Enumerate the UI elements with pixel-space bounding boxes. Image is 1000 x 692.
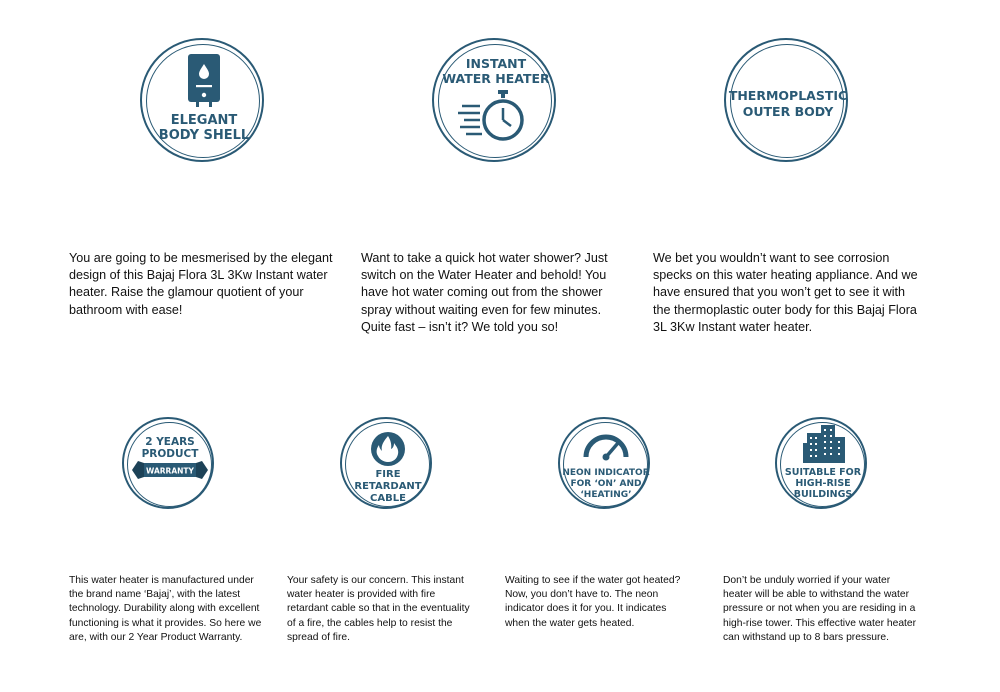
badge-line: FIRE (375, 469, 401, 480)
badge-neon-svg (560, 419, 652, 511)
badge-line: OUTER BODY (742, 104, 834, 119)
feature-description-fire-retardant: Your safety is our concern. This instant water heater is provided with fire retardant cable so that in the eventuality of a fire, the cables help to resist the spread of fire. (287, 575, 470, 643)
badge-fire-svg (342, 419, 434, 511)
badge-thermoplastic-outer-body (724, 38, 848, 162)
badge-instant-water-heater (432, 38, 556, 162)
badge-fire-retardant-cable (340, 417, 432, 509)
badge-line: BUILDINGS (793, 489, 853, 500)
badge-line: CABLE (370, 493, 406, 504)
building-icon (803, 425, 845, 463)
water-heater-icon (188, 54, 220, 107)
badge-2-years-warranty (122, 417, 214, 509)
warranty-ribbon-icon (132, 461, 208, 479)
feature-description-neon-indicator: Waiting to see if the water got heated? Now, you don’t have to. The neon indicator does it for you. It indicates when the water gets heated. (505, 575, 681, 629)
feature-description-thermoplastic: We bet you wouldn’t want to see corrosion specks on this water heating appliance. And we have ensured that you won’t get to see it with the thermoplastic outer body for this Bajaj Flora 3L 3Kw Instant water heater. (653, 251, 918, 334)
feature-description-warranty: This water heater is manufactured under the brand name ‘Bajaj’, with the latest technology. Durability along with excellent functioning is what it provides. So here we are, with our 2 Year Product Warranty. (69, 575, 262, 643)
badge-line: ELEGANT (170, 113, 238, 128)
gauge-icon (586, 437, 626, 460)
badge-thermoplastic-svg (726, 40, 850, 164)
badge-line: THERMOPLASTIC (728, 88, 848, 103)
badge-line: BODY SHELL (158, 128, 250, 143)
badge-line: 2 YEARS (145, 436, 195, 448)
badge-line: WATER HEATER (442, 71, 550, 86)
badge-neon-indicator (558, 417, 650, 509)
flame-icon (371, 432, 405, 466)
badge-elegant-body-shell (140, 38, 264, 162)
badge-line: PRODUCT (141, 448, 199, 460)
badge-line: ‘HEATING’ (580, 490, 632, 500)
badge-line: RETARDANT (354, 481, 422, 492)
badge-line: HIGH-RISE (795, 478, 851, 489)
badge-warranty-svg (124, 419, 216, 511)
warranty-ribbon-text: WARRANTY (146, 466, 194, 476)
feature-description-instant: Want to take a quick hot water shower? Just switch on the Water Heater and behold! You have hot water coming out from the shower spray without waiting even for few minutes. Quite fast – isn’t it? We told you so! (361, 251, 608, 334)
badge-line: FOR ‘ON’ AND (570, 479, 642, 489)
badge-line: INSTANT (465, 56, 527, 71)
badge-high-rise-buildings (775, 417, 867, 509)
badge-line: NEON INDICATOR (562, 468, 650, 478)
badge-instant-svg (434, 40, 558, 164)
badge-line: SUITABLE FOR (784, 467, 862, 478)
badge-highrise-svg (777, 419, 869, 511)
feature-description-elegant: You are going to be mesmerised by the elegant design of this Bajaj Flora 3L 3Kw Instant water heater. Raise the glamour quotient of your bathroom with ease! (69, 251, 333, 317)
badge-elegant-svg (142, 40, 266, 164)
stopwatch-icon (458, 90, 522, 139)
feature-description-high-rise: Don’t be unduly worried if your water heater will be able to withstand the water pressure or not when you are residing in a high-rise tower. This effective water heater can withstand up to 8 bars pressure. (723, 575, 917, 643)
